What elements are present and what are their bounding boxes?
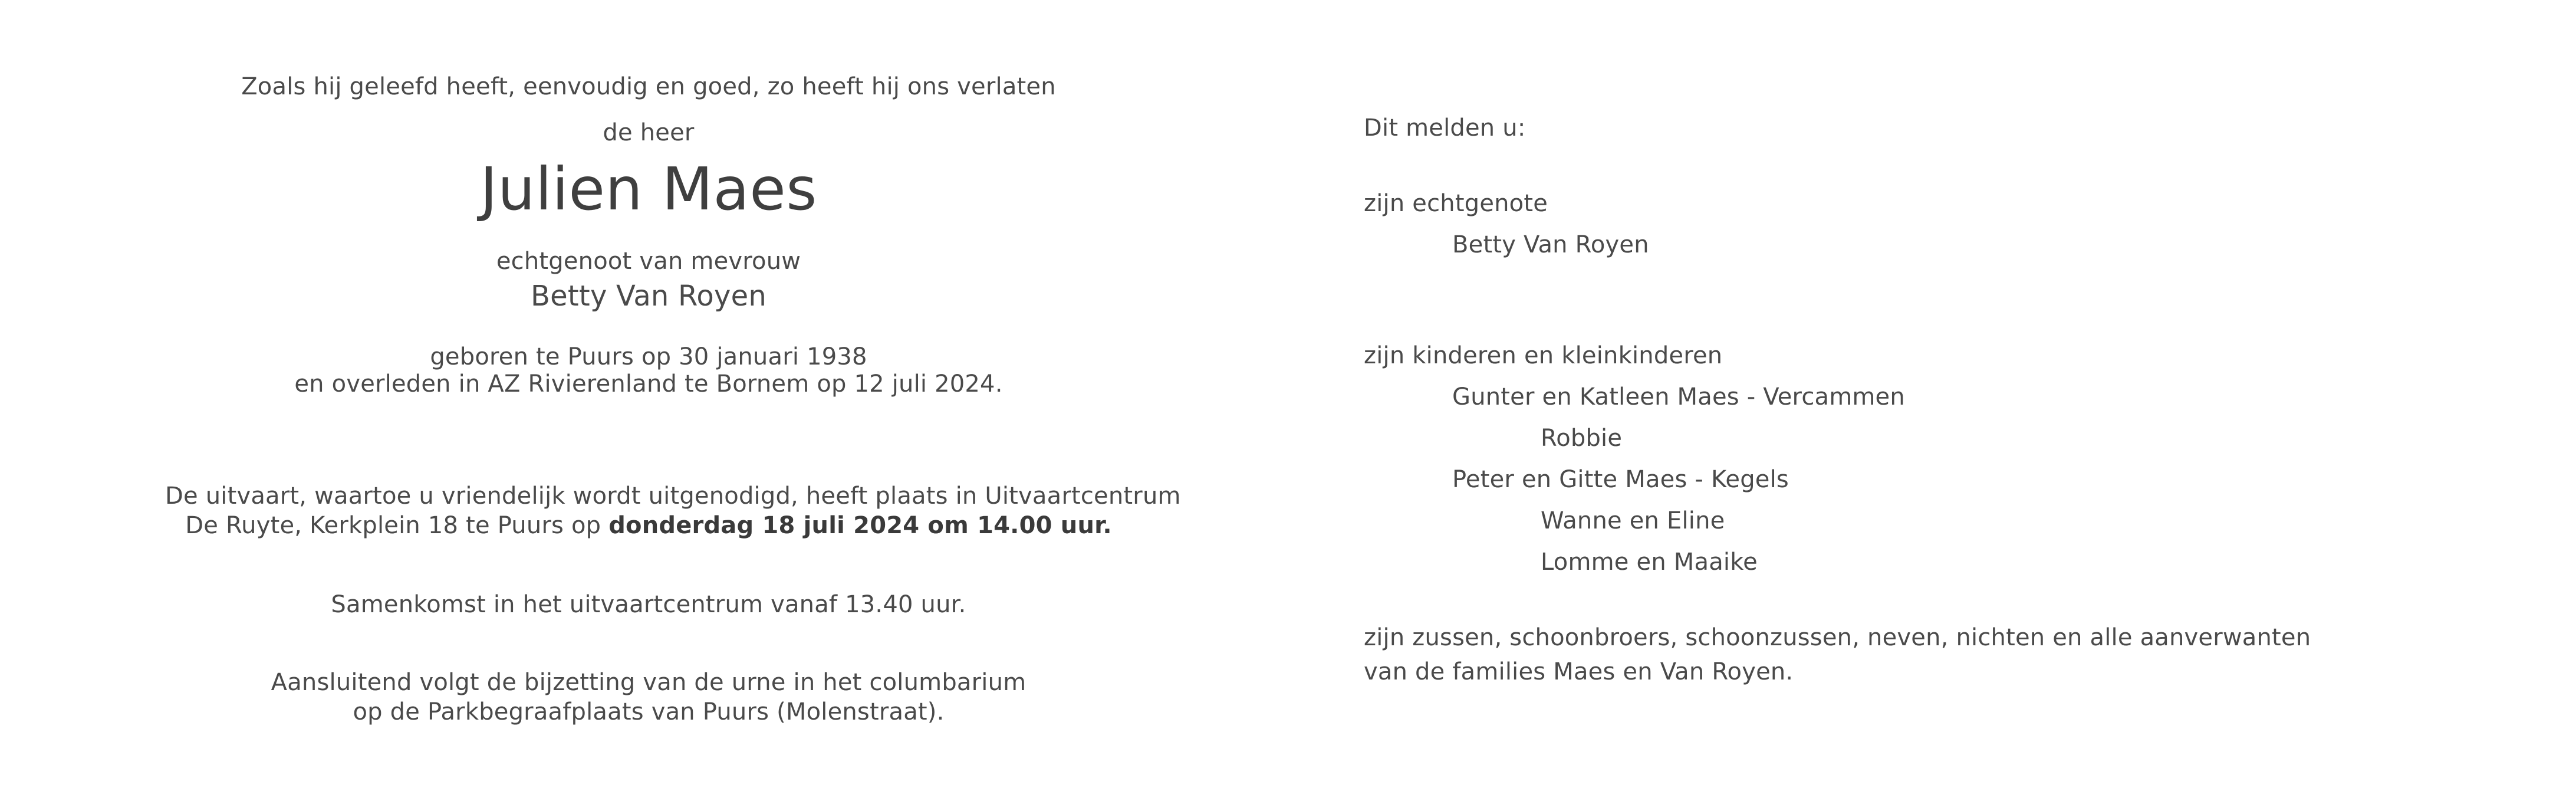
birth-line: geboren te Puurs op 30 januari 1938 <box>430 343 867 370</box>
family-member: Gunter en Katleen Maes - Vercammen <box>1452 383 1905 411</box>
deceased-name: Julien Maes <box>480 155 817 224</box>
funeral-location: De Ruyte, Kerkplein 18 te Puurs op <box>185 512 609 539</box>
family-member: Wanne en Eline <box>1541 507 1725 534</box>
funeral-line-2 <box>165 512 1132 539</box>
intro-quote: Zoals hij geleefd heeft, eenvoudig en goed, zo heeft hij ons verlaten <box>241 73 1056 100</box>
relatives-line-2: van de families Maes en Van Royen. <box>1364 658 1794 685</box>
spouse-name: Betty Van Royen <box>531 280 766 313</box>
family-member: Robbie <box>1541 425 1623 452</box>
spouse-entry: Betty Van Royen <box>1452 231 1649 258</box>
children-label: zijn kinderen en kleinkinderen <box>1364 342 1723 369</box>
family-member: Lomme en Maaike <box>1541 549 1758 576</box>
spouse-intro: echtgenoot van mevrouw <box>496 248 801 275</box>
family-member: Peter en Gitte Maes - Kegels <box>1452 466 1789 493</box>
funeral-line-1: De uitvaart, waartoe u vriendelijk wordt uitgenodigd, heeft plaats in Uitvaartcentrum <box>165 482 1181 510</box>
death-line: en overleden in AZ Rivierenland te Bornem op 12 juli 2024. <box>294 370 1003 398</box>
funeral-datetime: donderdag 18 juli 2024 om 14.00 uur. <box>608 512 1112 539</box>
spouse-label: zijn echtgenote <box>1364 190 1548 217</box>
burial-line-2: op de Parkbegraafplaats van Puurs (Molenstraat). <box>353 698 945 726</box>
announce-line: Dit melden u: <box>1364 114 1526 142</box>
relatives-line-1: zijn zussen, schoonbroers, schoonzussen, neven, nichten en alle aanverwanten <box>1364 624 2311 651</box>
gathering-line: Samenkomst in het uitvaartcentrum vanaf 13.40 uur. <box>331 591 966 618</box>
burial-line-1: Aansluitend volgt de bijzetting van de urne in het columbarium <box>271 669 1027 696</box>
title-line: de heer <box>603 119 695 146</box>
